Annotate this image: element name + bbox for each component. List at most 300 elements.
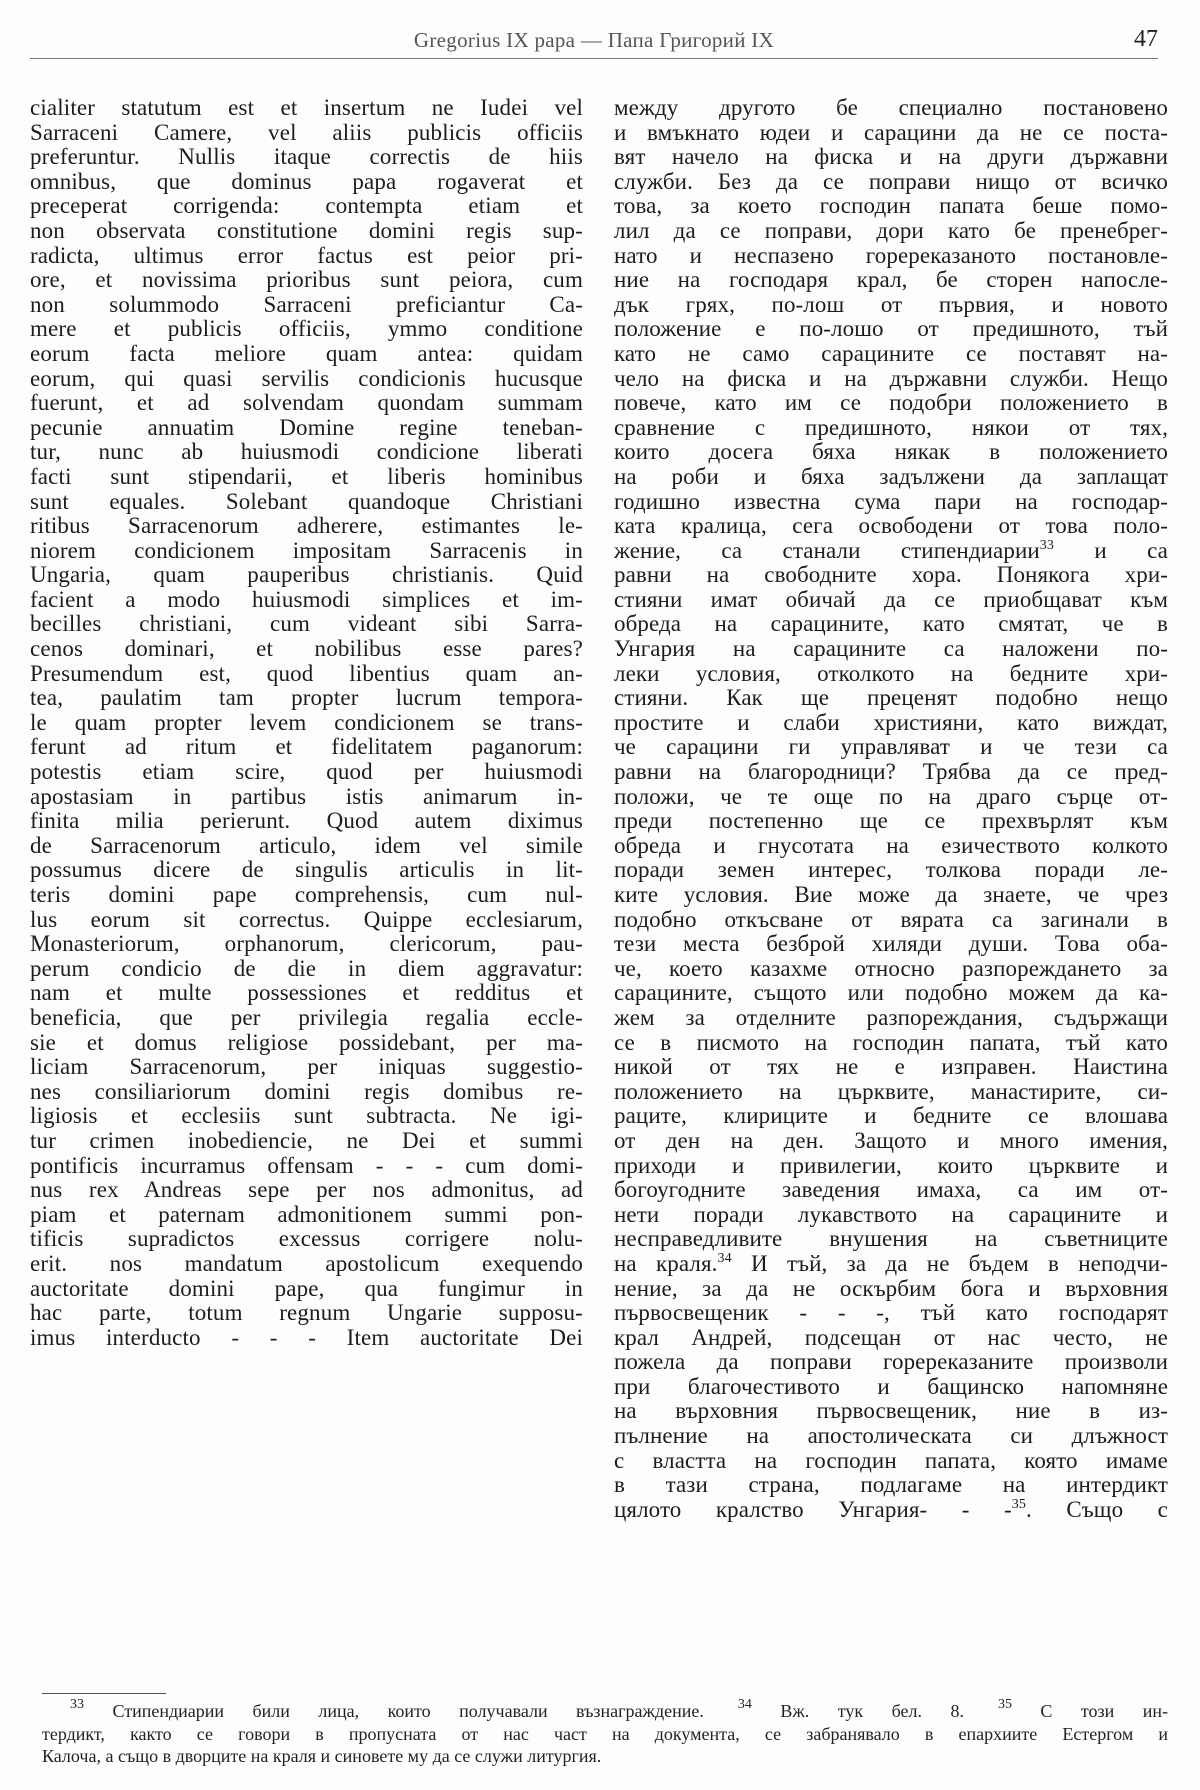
line-content: ките условия. Вие може да знаете, че чрез [614, 882, 1168, 907]
line-text [30, 760, 583, 785]
text-line [30, 440, 583, 465]
line-text [614, 96, 1168, 121]
running-header [30, 26, 1158, 60]
line-text [614, 1252, 1168, 1277]
footnote-text: Вж. тук бел. 8. [780, 1701, 964, 1721]
text-line [614, 219, 1168, 244]
line-text [614, 662, 1168, 687]
line-text [614, 1104, 1168, 1129]
text-line [614, 465, 1168, 490]
text-line [30, 145, 583, 170]
text-line [614, 1080, 1168, 1105]
line-text [30, 391, 583, 416]
text-line [614, 858, 1168, 883]
line-content: Presumendum est, quod libentius quam an- [30, 660, 583, 686]
line-content: положи, че те още по на драго сърце от- [614, 783, 1168, 809]
line-text [614, 1399, 1168, 1424]
line-content: крал Андрей, подсещан от нас често, не [614, 1324, 1168, 1350]
footnote-line [42, 1745, 1168, 1768]
line-content: жение, са станали стипендиарии [614, 537, 1040, 563]
line-text [30, 342, 583, 367]
line-content: леки условия, отколкото на бедните хри- [614, 660, 1168, 686]
line-content-after-note: . Също с [1026, 1496, 1168, 1522]
text-line [30, 1129, 583, 1154]
line-content: pecunie annuatim Domine regine teneban- [30, 414, 583, 440]
line-content: Ungaria, quam pauperibus christianis. Quid [30, 562, 583, 588]
line-content: ferunt ad ritum et fidelitatem paganorum: [30, 734, 583, 760]
text-line [30, 342, 583, 367]
footnote-line [42, 1723, 1168, 1746]
footnote-line [42, 1697, 1168, 1723]
line-text [30, 957, 583, 982]
text-line [614, 121, 1168, 146]
line-text [30, 194, 583, 219]
text-line [30, 514, 583, 539]
line-content: ritibus Sarracenorum adherere, estimantes le- [30, 513, 583, 539]
line-text [30, 932, 583, 957]
line-content: ore, et novissima prioribus sunt peiora, cum [30, 267, 583, 293]
line-content: becilles christiani, cum videant sibi Sarra- [30, 611, 583, 637]
line-text [614, 981, 1168, 1006]
line-content: поради земен интерес, толкова поради ле- [614, 857, 1168, 883]
text-line [30, 268, 583, 293]
line-content: несправедливите внушения на съветниците [614, 1226, 1168, 1252]
line-content: никой от тях не е изправен. Наистина [614, 1054, 1168, 1080]
text-line [614, 809, 1168, 834]
line-text [30, 662, 583, 687]
line-text [614, 1277, 1168, 1302]
line-text [614, 145, 1168, 170]
text-line [30, 1326, 583, 1351]
line-content: teris domini pape comprehensis, cum nul- [30, 882, 583, 907]
line-content: лил да се поправи, дори като бе пренебрег- [614, 217, 1168, 243]
line-content: auctoritate domini pape, qua fungimur in [30, 1275, 583, 1301]
line-text [30, 809, 583, 834]
line-text [30, 268, 583, 293]
footnote-rule [42, 1693, 166, 1694]
line-text [614, 563, 1168, 588]
line-text [30, 883, 583, 908]
text-line [30, 367, 583, 392]
line-text [614, 588, 1168, 613]
line-content: piam et paternam admonitionem summi pon- [30, 1201, 583, 1227]
footnote-reference[interactable]: 35 [1011, 1496, 1026, 1512]
text-line [614, 440, 1168, 465]
line-text [614, 367, 1168, 392]
footnote-marker: 34 [737, 1697, 752, 1712]
line-content: първосвещеник - - -, тъй като господарят [614, 1300, 1168, 1326]
text-line [30, 416, 583, 441]
footnote-reference[interactable]: 34 [717, 1250, 732, 1266]
text-line [614, 932, 1168, 957]
line-text [614, 686, 1168, 711]
line-text [614, 465, 1168, 490]
line-content: sunt equales. Solebant quandoque Christiani [30, 488, 583, 514]
line-text [30, 121, 583, 146]
line-text [30, 1104, 583, 1129]
text-line [614, 637, 1168, 662]
line-text [30, 588, 583, 613]
page-number: 47 [1134, 26, 1158, 52]
line-content: finita milia perierunt. Quod autem diximus [30, 808, 583, 834]
line-content: стияни. Как ще преценят подобно нещо [614, 685, 1168, 711]
footnote-34 [737, 1697, 964, 1721]
footnote-text: Стипендиарии били лица, които получавали възнаграждение. [112, 1701, 704, 1721]
line-text [614, 1326, 1168, 1351]
footnote-reference[interactable]: 33 [1039, 537, 1054, 553]
text-line [30, 539, 583, 564]
line-text [614, 1498, 1168, 1523]
text-line [614, 735, 1168, 760]
text-line [30, 760, 583, 785]
line-text [614, 1227, 1168, 1252]
line-content-after-note: и са [1094, 537, 1168, 563]
line-content: lus eorum sit correctus. Quippe ecclesiarum, [30, 906, 583, 932]
line-content: това, за което господин папата беше помо- [614, 193, 1168, 219]
text-line [30, 662, 583, 687]
text-line [30, 908, 583, 933]
line-content: положение е по-лошо от предишното, тъй [614, 316, 1168, 342]
text-line [30, 1277, 583, 1302]
line-content: че сарацини ги управляват и че тези са [614, 734, 1168, 760]
line-text [30, 858, 583, 883]
text-line [30, 219, 583, 244]
line-content: на върховния първосвещеник, ние в из- [614, 1398, 1168, 1424]
footnote-text: С този ин- [1040, 1701, 1168, 1721]
line-content: на роби и бяха задължени да заплащат [614, 463, 1168, 489]
line-content: tea, paulatim tam propter lucrum tempora- [30, 685, 583, 711]
line-content: potestis etiam scire, quod per huiusmodi [30, 759, 583, 785]
line-text [614, 170, 1168, 195]
running-title: Gregorius IX papa — Папа Григорий IX [413, 28, 775, 52]
text-line [614, 170, 1168, 195]
line-content: с властта на господин папата, която имаме [614, 1447, 1168, 1473]
line-content: cenos dominari, et nobilibus esse pares? [30, 636, 583, 662]
line-text [614, 957, 1168, 982]
line-content: ние на господаря крал, бе сторен напосле- [614, 267, 1168, 293]
line-content: обреда и гнусотата на езичеството колкото [614, 832, 1168, 858]
text-line [30, 1252, 583, 1277]
text-line [614, 194, 1168, 219]
line-content: Унгария на сарацините са наложени по- [614, 636, 1168, 662]
bulgarian-translation-column [614, 96, 1168, 1522]
line-content: обреда на сарацините, като смятат, че в [614, 611, 1168, 637]
line-content: годишно известна сума пари на господар- [614, 488, 1168, 514]
line-content: сравнение с предишното, някои от тях, [614, 414, 1168, 440]
text-line [30, 1055, 583, 1080]
line-content: ligiosis et ecclesiis sunt subtracta. Ne igi- [30, 1103, 583, 1129]
line-text [30, 686, 583, 711]
line-text [614, 539, 1168, 564]
text-line [30, 981, 583, 1006]
line-text [30, 908, 583, 933]
text-line [30, 96, 583, 121]
line-text [614, 1055, 1168, 1080]
line-content: преди постепенно ще се прехвърлят към [614, 808, 1168, 834]
text-line [614, 588, 1168, 613]
line-text [30, 416, 583, 441]
text-line [614, 908, 1168, 933]
text-line [30, 858, 583, 883]
footnote-text: тердикт, както се говори в пропусната от нас част на документа, се забранявало в епархиите Естергом и [42, 1723, 1168, 1744]
text-line [614, 1031, 1168, 1056]
line-content: liciam Sarracenorum, per iniquas suggestio- [30, 1054, 583, 1080]
line-text [614, 1178, 1168, 1203]
line-content: че, което казахме относно разпореждането за [614, 955, 1168, 981]
line-text [30, 490, 583, 515]
line-text [614, 858, 1168, 883]
text-line [30, 391, 583, 416]
text-line [30, 1301, 583, 1326]
text-line [614, 244, 1168, 269]
line-content: eorum facta meliore quam antea: quidam [30, 340, 583, 366]
text-line [30, 1031, 583, 1056]
text-line [614, 1178, 1168, 1203]
line-text [614, 834, 1168, 859]
line-text [614, 244, 1168, 269]
text-line [614, 1006, 1168, 1031]
line-text [614, 1031, 1168, 1056]
line-content: Monasteriorum, orphanorum, clericorum, pau- [30, 931, 583, 957]
text-line [614, 957, 1168, 982]
line-text [30, 637, 583, 662]
line-text [614, 121, 1168, 146]
line-content: de Sarracenorum articulo, idem vel simile [30, 832, 583, 858]
text-line [614, 293, 1168, 318]
line-content: на краля. [614, 1250, 718, 1276]
text-line [30, 1203, 583, 1228]
line-text [614, 760, 1168, 785]
line-content: тези места безброй хиляди души. Това оба- [614, 931, 1168, 957]
line-content: от ден на ден. Защото и много имения, [614, 1127, 1168, 1153]
line-text [30, 1080, 583, 1105]
line-content: non solummodo Sarraceni preficiantur Ca- [30, 291, 583, 317]
line-content: imus interducto - - - Item auctoritate Dei [30, 1324, 583, 1350]
line-text [614, 514, 1168, 539]
line-content: niorem condicionem impositam Sarracenis in [30, 537, 583, 563]
line-text [30, 145, 583, 170]
line-content: omnibus, que dominus papa rogaverat et [30, 168, 583, 194]
text-line [30, 244, 583, 269]
line-text [614, 490, 1168, 515]
line-content: нато и неспазено горереказаното постановле- [614, 242, 1168, 268]
line-content: равни на свободните хора. Понякога хри- [614, 562, 1168, 588]
line-content: le quam propter levem condicionem se trans- [30, 709, 583, 735]
text-line [614, 612, 1168, 637]
text-line [30, 932, 583, 957]
line-text [30, 539, 583, 564]
line-content: facient a modo huiusmodi simplices et im- [30, 586, 583, 612]
line-content: раците, клириците и бедните се влошава [614, 1103, 1168, 1129]
line-content: нети поради лукавството на сарацините и [614, 1201, 1168, 1227]
text-line [30, 563, 583, 588]
footnote-marker: 33 [70, 1697, 84, 1712]
line-text [30, 1277, 583, 1302]
line-text [614, 1129, 1168, 1154]
line-content: possumus dicere de singulis articulis in lit- [30, 857, 583, 883]
line-text [614, 1424, 1168, 1449]
line-text [30, 711, 583, 736]
text-line [30, 1227, 583, 1252]
line-text [30, 317, 583, 342]
line-content: facti sunt stipendarii, et liberis hominibus [30, 463, 583, 489]
line-text [30, 1178, 583, 1203]
text-line [30, 1104, 583, 1129]
line-content: като не само сарацините се поставят на- [614, 340, 1168, 366]
line-content: пълнение на апостолическата си длъжност [614, 1423, 1168, 1449]
line-text [614, 219, 1168, 244]
line-text [30, 1006, 583, 1031]
line-content: hac parte, totum regnum Ungarie supposu- [30, 1300, 583, 1326]
line-content: cialiter statutum est et insertum ne Iudei vel [30, 95, 583, 120]
line-text [30, 514, 583, 539]
line-text [30, 735, 583, 760]
text-line [614, 1498, 1168, 1523]
line-text [30, 1227, 583, 1252]
line-text [30, 1129, 583, 1154]
text-line [30, 957, 583, 982]
line-content-after-note: И тъй, за да не бъдем в неподчи- [750, 1250, 1168, 1276]
line-text [614, 1006, 1168, 1031]
text-line [614, 1055, 1168, 1080]
line-content: дък грях, по-лош от първия, и новото [614, 291, 1168, 317]
line-content: равни на благородници? Трябва да се пред- [614, 759, 1168, 785]
footnotes [42, 1697, 1168, 1768]
line-text [30, 1031, 583, 1056]
text-line [30, 121, 583, 146]
text-line [30, 293, 583, 318]
line-content: eorum, qui quasi servilis condicionis hucusque [30, 365, 583, 391]
line-content: между другото бе специално постановено [614, 95, 1168, 120]
text-line [30, 194, 583, 219]
line-content: radicta, ultimus error factus est peior pri- [30, 242, 583, 268]
text-line [614, 317, 1168, 342]
line-text [614, 268, 1168, 293]
line-text [614, 1080, 1168, 1105]
line-content: стияни имат обичай да се приобщават към [614, 586, 1168, 612]
text-line [614, 490, 1168, 515]
line-text [30, 1203, 583, 1228]
line-content: повече, като им се подобри положението в [614, 390, 1168, 416]
line-text [30, 170, 583, 195]
line-text [614, 1473, 1168, 1498]
line-content: жем за отделните разпореждания, съдържащи [614, 1004, 1168, 1030]
line-content: нение, за да не оскърбим бога и върховния [614, 1275, 1168, 1301]
line-content: tificis supradictos excessus corrigere nolu- [30, 1226, 583, 1252]
line-content: и вмъкнато юдеи и сарацини да не се поста- [614, 119, 1168, 145]
text-line [30, 1080, 583, 1105]
line-content: пожела да поправи горереказаните произволи [614, 1349, 1168, 1375]
text-line [30, 465, 583, 490]
text-line [614, 1129, 1168, 1154]
line-text [614, 809, 1168, 834]
line-text [614, 342, 1168, 367]
text-line [614, 145, 1168, 170]
line-text [614, 1449, 1168, 1474]
line-text [30, 440, 583, 465]
line-content: приходи и привилегии, които църквите и [614, 1152, 1168, 1178]
text-line [30, 834, 583, 859]
text-line [614, 883, 1168, 908]
line-content: се в писмото на господин папата, тъй като [614, 1029, 1168, 1055]
text-line [30, 1154, 583, 1179]
line-text [30, 612, 583, 637]
text-line [614, 342, 1168, 367]
line-content: nus rex Andreas sepe per nos admonitus, ad [30, 1177, 583, 1203]
line-content: служби. Без да се поправи нищо от всичко [614, 168, 1168, 194]
line-text [30, 1154, 583, 1179]
text-line [614, 686, 1168, 711]
text-line [30, 735, 583, 760]
line-text [30, 981, 583, 1006]
text-line [30, 612, 583, 637]
line-content: erit. nos mandatum apostolicum exequendo [30, 1250, 583, 1276]
line-text [30, 244, 583, 269]
line-content: които досега бяха някак в положението [614, 439, 1168, 465]
line-text [614, 1203, 1168, 1228]
text-line [614, 662, 1168, 687]
text-line [30, 637, 583, 662]
line-content: чело на фиска и на държавни служби. Нещо [614, 365, 1168, 391]
line-text [30, 367, 583, 392]
line-text [614, 391, 1168, 416]
line-text [614, 637, 1168, 662]
line-content: при благочестивото и бащинско напомняне [614, 1373, 1168, 1399]
line-text [30, 293, 583, 318]
text-line [30, 317, 583, 342]
line-text [30, 219, 583, 244]
text-line [614, 1473, 1168, 1498]
line-content: ката кралица, сега освободени от това поло- [614, 513, 1168, 539]
text-line [614, 1203, 1168, 1228]
line-content: nam et multe possessiones et redditus et [30, 980, 583, 1006]
line-text [614, 1301, 1168, 1326]
line-text [30, 834, 583, 859]
line-content: tur crimen inobediencie, ne Dei et summi [30, 1127, 583, 1153]
line-text [614, 293, 1168, 318]
line-text [614, 416, 1168, 441]
text-line [614, 1350, 1168, 1375]
text-line [614, 96, 1168, 121]
line-content: nes consiliariorum domini regis domibus re- [30, 1078, 583, 1104]
line-text [30, 1301, 583, 1326]
text-line [30, 711, 583, 736]
text-line [614, 391, 1168, 416]
text-line [614, 416, 1168, 441]
text-line [614, 1301, 1168, 1326]
text-line [614, 1277, 1168, 1302]
text-line [614, 834, 1168, 859]
line-content: Sarraceni Camere, vel aliis publicis officiis [30, 119, 583, 145]
line-text [30, 96, 583, 121]
text-line [614, 268, 1168, 293]
line-content: mere et publicis officiis, ymmo conditione [30, 316, 583, 342]
line-text [614, 317, 1168, 342]
line-text [614, 908, 1168, 933]
text-line [30, 170, 583, 195]
text-line [614, 760, 1168, 785]
line-content: богоугодните заведения имаха, са им от- [614, 1177, 1168, 1203]
text-line [614, 785, 1168, 810]
line-text [30, 563, 583, 588]
text-line [614, 563, 1168, 588]
line-content: preferuntur. Nullis itaque correctis de hiis [30, 144, 583, 170]
line-text [614, 735, 1168, 760]
text-line [614, 711, 1168, 736]
latin-text-column [30, 96, 583, 1350]
text-line [614, 1399, 1168, 1424]
line-text [30, 1326, 583, 1351]
